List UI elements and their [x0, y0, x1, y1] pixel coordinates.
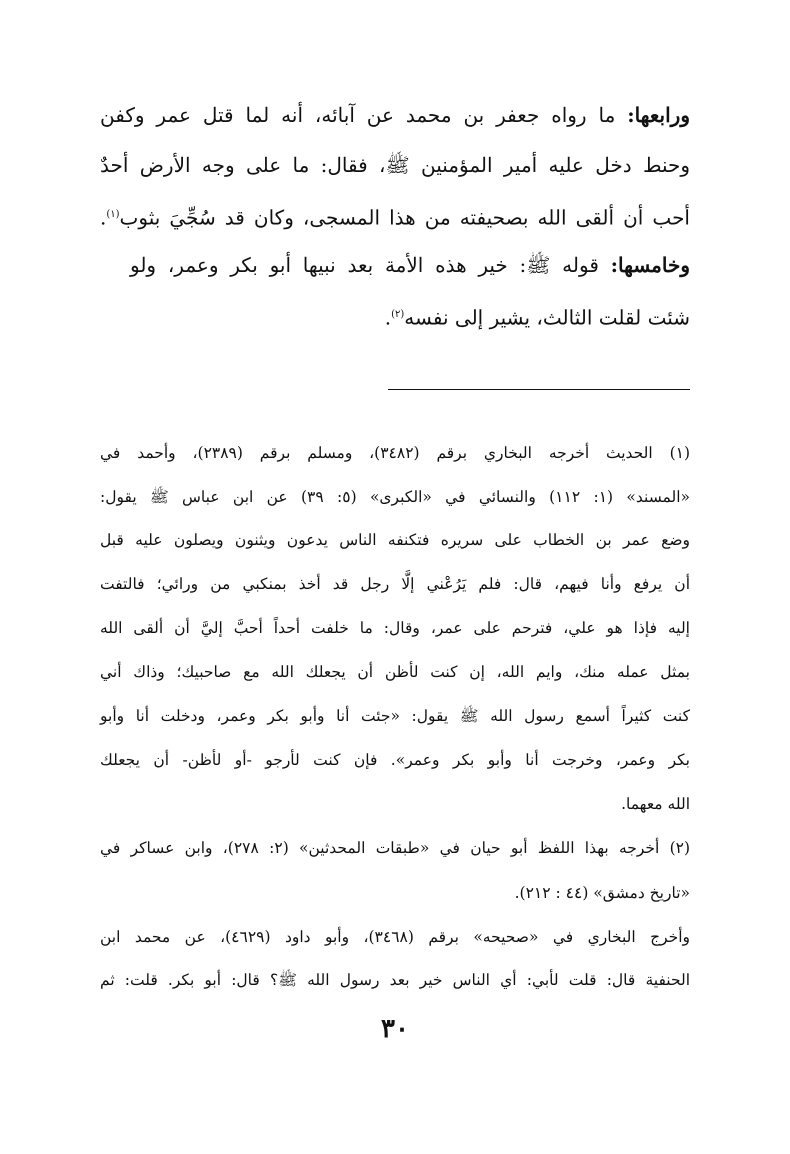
footnote-line: الحنفية قال: قلت لأبي: أي الناس خير بعد رسول الله ﷺ؟ قال: أبو بكر. قلت: ثم	[100, 971, 690, 989]
footnote-line: إليه فإذا هو علي، فترحم على عمر، وقال: ما خلفت أحداً أحبَّ إليَّ أن ألقى الله	[100, 619, 690, 637]
line-text: وحنط دخل عليه أمير المؤمنين ﷺ، فقال: ما على وجه الأرض أحدٌ	[100, 153, 690, 177]
line-text: قوله ﷺ: خير هذه الأمة بعد نبيها أبو بكر وعمر، ولو	[130, 253, 611, 277]
footnote-line: بمثل عمله منك، وايم الله، إن كنت لأظن أن يجعلك الله مع صاحبيك؛ وذاك أني	[100, 663, 690, 681]
footnote-ref-2[interactable]: (٢)	[391, 309, 405, 320]
footnote-line: (١) الحديث أخرجه البخاري برقم (٣٤٨٢)، ومسلم برقم (٢٣٨٩)، وأحمد في	[100, 444, 691, 462]
line-text: شئت لقلت الثالث، يشير إلى نفسه	[404, 305, 690, 330]
line-text: ما رواه جعفر بن محمد عن آبائه، أنه لما قتل عمر وكفن	[100, 103, 628, 127]
footnote-line: الله معهما.	[621, 795, 690, 813]
page-number: ٣٠	[381, 1014, 409, 1044]
line-text: أحب أن ألقى الله بصحيفته من هذا المسجى، وكان قد سُجِّيَ بثوب	[119, 205, 690, 230]
footnote-line: أن يرفع وأنا فيهم، قال: فلم يَرُعْني إلَّا رجل قد أخذ بمنكبي من ورائي؛ فالتفت	[100, 575, 690, 593]
footnote-line: «تاريخ دمشق» (٤٤ : ٢١٢).	[514, 884, 690, 902]
main-line	[100, 200, 690, 230]
main-line	[100, 300, 690, 330]
section-label-fifth: وخامسها:	[610, 253, 690, 277]
footnote-line: وأخرج البخاري في «صحيحه» برقم (٣٤٦٨)، وأبو داود (٤٦٢٩)، عن محمد ابن	[100, 928, 691, 946]
section-label-fourth: ورابعها:	[627, 103, 690, 127]
footnote-line: (٢) أخرجه بهذا اللفظ أبو حيان في «طبقات المحدثين» (٢: ٢٧٨)، وابن عساكر في	[100, 839, 691, 857]
footnote-ref-1[interactable]: (١)	[106, 209, 120, 220]
punctuation: .	[384, 305, 392, 330]
main-line	[130, 250, 690, 280]
main-line	[100, 150, 690, 180]
footnote-line: كنت كثيراً أسمع رسول الله ﷺ يقول: «جئت أنا وأبو بكر وعمر، ودخلت أنا وأبو	[100, 707, 690, 725]
footnote-separator	[388, 389, 690, 390]
footnote-line: بكر وعمر، وخرجت أنا وأبو بكر وعمر». فإن كنت لأرجو -أو لأظن- أن يجعلك	[100, 751, 690, 769]
footnote-line: وضع عمر بن الخطاب على سريره فتكنفه الناس يدعون ويثنون ويصلون عليه قبل	[100, 531, 690, 549]
main-line	[100, 100, 690, 130]
footnote-line: «المسند» (١: ١١٢) والنسائي في «الكبرى» (٥: ٣٩) عن ابن عباس ﷺ يقول:	[100, 488, 690, 506]
punctuation: .	[100, 205, 107, 230]
